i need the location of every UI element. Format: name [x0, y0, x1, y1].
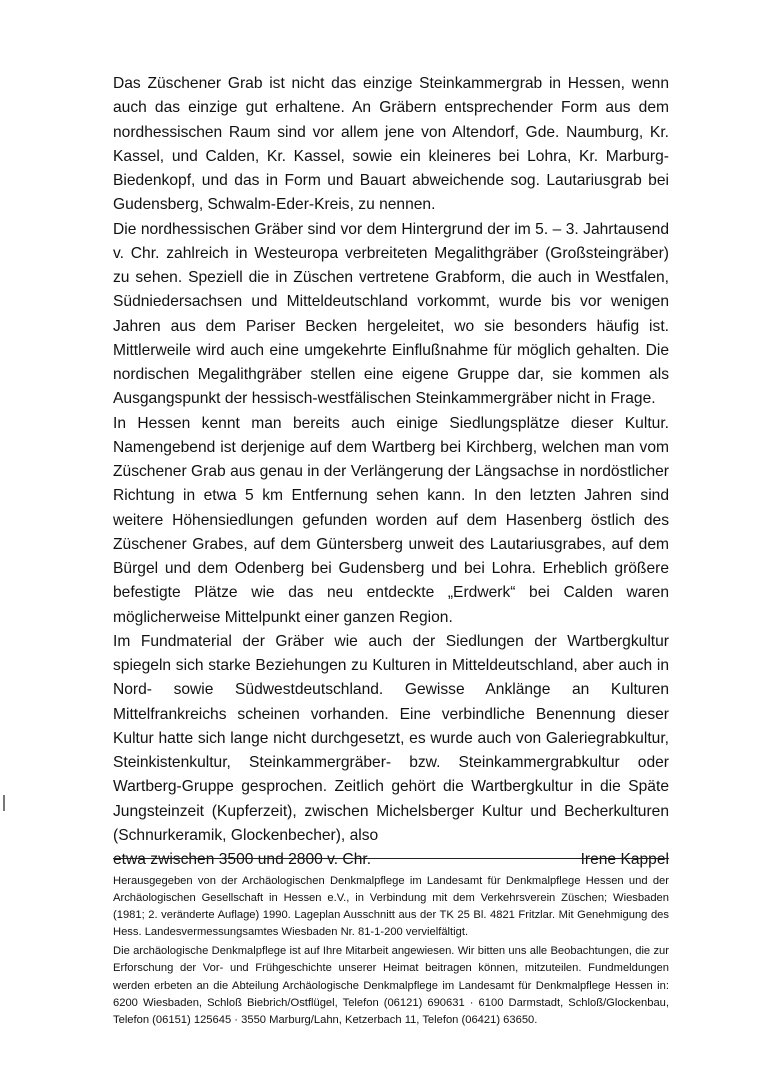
- article-paragraph-4: Im Fundmaterial der Gräber wie auch der Siedlungen der Wartbergkultur spiegeln sich starke Beziehungen zu Kulturen in Mitteldeutschland, aber auch in Nord- sowie Südwestdeutschland. Gewisse Anklänge an Kulturen Mittelfrankreichs scheinen vorhanden. Eine verbindliche Benennung dieser Kultur hatte sich lange nicht durchgesetzt, es wurde auch von Galeriegrabkultur, Steinkistenkultur, Steinkammergräber- bzw. Steinkammergrabkultur oder Wartberg-Gruppe gesprochen. Zeitlich gehört die Wartbergkultur in die Späte Jungsteinzeit (Kupferzeit), zwischen Michelsberger Kultur und Becherkulturen (Schnurkeramik, Glockenbecher), also: [113, 632, 669, 844]
- article-closing-text: etwa zwischen 3500 und 2800 v. Chr.: [113, 851, 372, 868]
- scan-edge-mark: [3, 795, 5, 811]
- publisher-note: Herausgegeben von der Archäologischen Denkmalpflege im Landesamt für Denkmalpflege Hessen und der Archäologischen Gesellschaft in Hessen e.V., in Verbindung mit dem Verkehrsverein Züschen; Wiesbaden (1981; 2. veränderte Auflage) 1990. Lageplan Ausschnitt aus der TK 25 Bl. 4821 Fritzlar. Mit Genehmigung des Hess. Landesvermessungsamtes Wiesbaden Nr. 81-1-200 vervielfältigt.: [113, 875, 669, 939]
- article-paragraph-2: Die nordhessischen Gräber sind vor dem Hintergrund der im 5. – 3. Jahrtausend v. Chr. zahlreich in Westeuropa verbreiteten Megalithgräber (Großsteingräber) zu sehen. Speziell die in Züschen vertretene Grabform, die auch in Westfalen, Südniedersachsen und Mitteldeutschland vorkommt, wurde bis vor wenigen Jahren aus dem Pariser Becken hergeleitet, wo sie besonders häufig ist. Mittlerweile wird auch eine umgekehrte Einflußnahme für möglich gehalten. Die nordischen Megalithgräber stellen eine eigene Gruppe dar, sie kommen als Ausgangspunkt der hessisch-westfälischen Steinkammergräber nicht in Frage.: [113, 220, 669, 408]
- article-body: [113, 72, 669, 872]
- imprint-block: [113, 873, 669, 1029]
- author-signature: Irene Kappel: [580, 851, 669, 868]
- footer-divider: [113, 858, 669, 859]
- article-paragraph-3: In Hessen kennt man bereits auch einige Siedlungsplätze dieser Kultur. Namengebend ist derjenige auf dem Wartberg bei Kirchberg, welchen man vom Züschener Grab aus genau in der Verlängerung der Längsachse in nordöstlicher Richtung in etwa 5 km Entfernung sehen kann. In den letzten Jahren sind weitere Höhensiedlungen gefunden worden auf dem Hasenberg östlich des Züschener Grabes, auf dem Güntersberg unweit des Lautariusgrabes, auf dem Bürgel und dem Odenberg bei Gudensberg und bei Lohra. Erheblich größere befestigte Plätze wie das neu entdeckte „Erdwerk“ bei Calden waren möglicherweise Mittelpunkt einer ganzen Region.: [113, 414, 669, 626]
- contact-note: Die archäologische Denkmalpflege ist auf Ihre Mitarbeit angewiesen. Wir bitten uns alle Beobachtungen, die zur Erforschung der Vor- und Frühgeschichte unserer Heimat beitragen können, mitzuteilen. Fundmeldungen werden erbeten an die Abteilung Archäologische Denkmalpflege im Landesamt für Denkmalpflege Hessen in: 6200 Wiesbaden, Schloß Biebrich/Ostflügel, Telefon (06121) 690631 · 6100 Darmstadt, Schloß/Glockenbau, Telefon (06151) 125645 · 3550 Marburg/Lahn, Ketzerbach 11, Telefon (06421) 63650.: [113, 945, 669, 1026]
- article-paragraph-1: Das Züschener Grab ist nicht das einzige Steinkammergrab in Hessen, wenn auch das einzige gut erhaltene. An Gräbern entsprechender Form aus dem nordhessischen Raum sind vor allem jene von Altendorf, Gde. Naumburg, Kr. Kassel, und Calden, Kr. Kassel, sowie ein kleineres bei Lohra, Kr. Marburg-Biedenkopf, und das in Form und Bauart abweichende sog. Lautariusgrab bei Gudensberg, Schwalm-Eder-Kreis, zu nennen.: [113, 75, 669, 214]
- article-closing-line: [113, 848, 669, 872]
